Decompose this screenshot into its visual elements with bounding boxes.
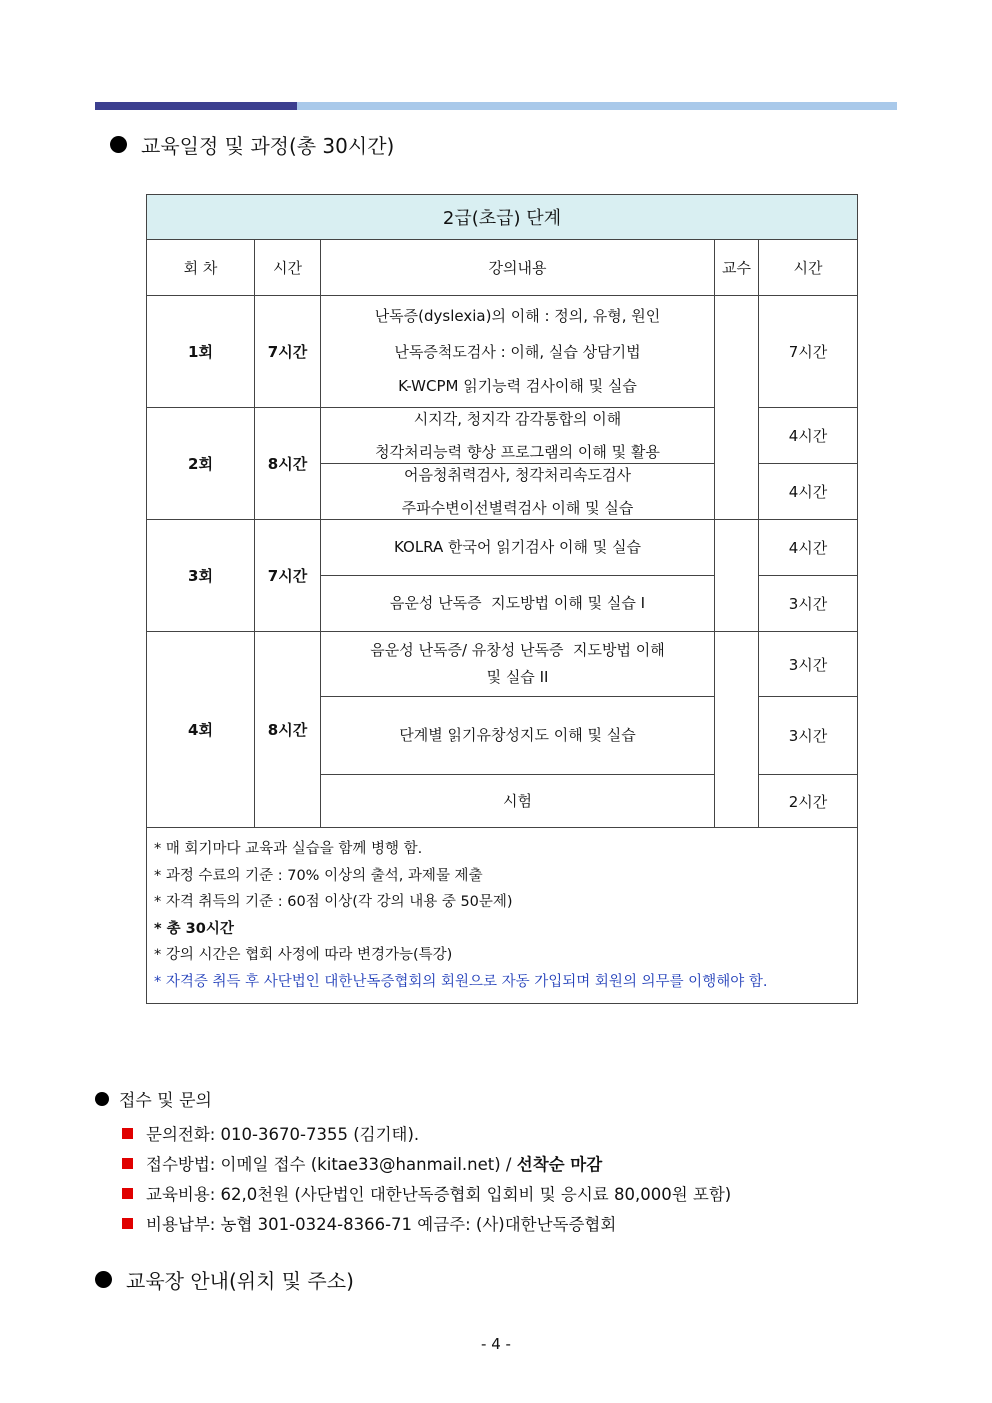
top-bar-light — [297, 102, 897, 110]
contact-fee — [122, 1178, 731, 1208]
lecture-time: 3시간 — [759, 632, 858, 697]
notes-cell — [147, 828, 858, 1004]
content-line: 어음청취력검사, 청각처리속도검사 — [404, 465, 631, 484]
contact-phone — [122, 1118, 731, 1148]
lecture-time: 2시간 — [759, 775, 858, 828]
stage-header: 2급(초급) 단계 — [147, 195, 858, 240]
content-line: 및 실습 II — [486, 668, 549, 686]
page-number: - 4 - — [481, 1335, 511, 1353]
content-line: 청각처리능력 향상 프로그램의 이해 및 활용 — [375, 442, 660, 461]
red-square-bullet-icon — [122, 1158, 133, 1169]
contact-payment-text: 비용납부: 농협 301-0324-8366-71 예금주: (사)대한난독증협회 — [146, 1215, 617, 1234]
contact-apply-deadline: 선착순 마감 — [516, 1155, 603, 1174]
contact-apply-text: 접수방법: 이메일 접수 (kitae33@hanmail.net) / — [146, 1155, 517, 1174]
session-hours: 7시간 — [255, 520, 321, 632]
lecture-time: 7시간 — [759, 296, 858, 408]
note-item: * 과정 수료의 기준 : 70% 이상의 출석, 과제물 제출 — [154, 867, 483, 884]
top-bar-dark — [95, 102, 297, 110]
contact-phone-text: 문의전화: 010-3670-7355 (김기태). — [146, 1125, 420, 1144]
lecture-time: 4시간 — [759, 520, 858, 576]
bullet-icon — [95, 1092, 109, 1106]
top-decorative-bar — [95, 102, 897, 110]
lecture-content — [321, 632, 715, 697]
session-hours: 8시간 — [255, 408, 321, 520]
lecture-content — [321, 520, 715, 576]
col-header-hours: 시간 — [255, 240, 321, 296]
instructor-cell — [715, 520, 759, 632]
session-hours: 7시간 — [255, 296, 321, 408]
lecture-content — [321, 775, 715, 828]
content-line: 난독증(dyslexia)의 이해 : 정의, 유형, 원인 — [374, 307, 661, 325]
session-label: 4회 — [147, 632, 255, 828]
contact-heading — [95, 1086, 731, 1111]
lecture-time: 3시간 — [759, 576, 858, 632]
schedule-heading-text: 교육일정 및 과정(총 30시간) — [141, 134, 395, 158]
session-hours: 8시간 — [255, 632, 321, 828]
instructor-cell — [715, 632, 759, 828]
note-item: * 자격 취득의 기준 : 60점 이상(각 강의 내용 중 50문제) — [154, 894, 513, 910]
col-header-session: 회 차 — [147, 240, 255, 296]
session-label: 1회 — [147, 296, 255, 408]
contact-payment — [122, 1208, 731, 1238]
content-line: 난독증척도검사 : 이해, 실습 상담기법 — [394, 343, 641, 361]
content-line: 단계별 읽기유창성지도 이해 및 실습 — [399, 726, 636, 744]
contact-section — [95, 1086, 731, 1238]
note-item-membership: * 자격증 취득 후 사단법인 대한난독증협회의 회원으로 자동 가입되며 회원의 의무를 이행해야 함. — [154, 973, 768, 990]
session-label: 2회 — [147, 408, 255, 520]
schedule-table — [146, 194, 858, 1004]
contact-fee-text: 교육비용: 62,0천원 (사단법인 대한난독증협회 입회비 및 응시료 80,000원 포함) — [146, 1185, 732, 1204]
note-item: * 매 회기마다 교육과 실습을 함께 병행 함. — [154, 841, 423, 857]
note-item: * 총 30시간 — [154, 920, 234, 937]
content-line: 시험 — [503, 791, 532, 810]
bullet-icon — [110, 136, 127, 153]
content-line: 시지각, 청지각 감각통합의 이해 — [413, 409, 622, 428]
contact-heading-text: 접수 및 문의 — [119, 1091, 212, 1111]
note-item: * 강의 시간은 협회 사정에 따라 변경가능(특강) — [154, 947, 453, 963]
col-header-instructor: 교수 — [715, 240, 759, 296]
content-line: KOLRA 한국어 읽기검사 이해 및 실습 — [394, 538, 641, 556]
contact-apply — [122, 1148, 731, 1178]
instructor-cell — [715, 296, 759, 520]
lecture-time: 4시간 — [759, 464, 858, 520]
content-line: 음운성 난독증/ 유창성 난독증 지도방법 이해 — [370, 641, 665, 659]
lecture-time: 3시간 — [759, 697, 858, 775]
lecture-content — [321, 296, 715, 408]
lecture-content — [321, 576, 715, 632]
col-header-time: 시간 — [759, 240, 858, 296]
venue-heading — [95, 1265, 354, 1294]
session-label: 3회 — [147, 520, 255, 632]
lecture-content — [321, 408, 715, 464]
bullet-icon — [95, 1271, 112, 1288]
venue-heading-text: 교육장 안내(위치 및 주소) — [126, 1269, 354, 1293]
content-line: 음운성 난독증 지도방법 이해 및 실습 I — [389, 594, 646, 612]
col-header-content: 강의내용 — [321, 240, 715, 296]
lecture-content — [321, 464, 715, 520]
content-line: K-WCPM 읽기능력 검사이해 및 실습 — [398, 377, 637, 395]
schedule-heading — [110, 130, 394, 159]
lecture-time: 4시간 — [759, 408, 858, 464]
lecture-content — [321, 697, 715, 775]
red-square-bullet-icon — [122, 1188, 133, 1199]
red-square-bullet-icon — [122, 1128, 133, 1139]
content-line: 주파수변이선별력검사 이해 및 실습 — [401, 498, 634, 517]
red-square-bullet-icon — [122, 1218, 133, 1229]
